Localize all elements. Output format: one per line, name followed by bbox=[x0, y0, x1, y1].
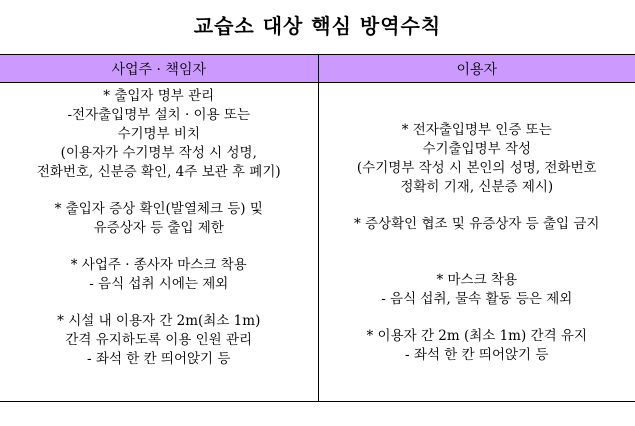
table-header-row bbox=[0, 55, 635, 83]
rule-line: - 좌석 한 칸 띄어앉기 등 bbox=[405, 347, 549, 363]
rule-line: 전화번호, 신분증 확인, 4주 보관 후 폐기) bbox=[36, 164, 281, 180]
rule-line: - 음식 섭취, 물속 활동 등은 제외 bbox=[381, 291, 573, 307]
rule-line: (이용자가 수기명부 작성 시 성명, bbox=[60, 145, 257, 161]
user-rules-cell bbox=[318, 83, 635, 402]
rule-line: -전자출입명부 설치 · 이용 또는 bbox=[67, 107, 250, 123]
rule-block bbox=[319, 327, 635, 365]
rule-line: - 음식 섭취 시에는 제외 bbox=[89, 276, 229, 292]
rule-line: 수기명부 비치 bbox=[117, 126, 201, 142]
rule-block bbox=[0, 200, 318, 238]
owner-rules-cell bbox=[0, 83, 318, 402]
rule-line: (수기명부 작성 시 본인의 성명, 전화번호 bbox=[356, 160, 597, 176]
rule-block bbox=[319, 215, 635, 234]
rule-block bbox=[0, 256, 318, 294]
rule-line: 정확히 기재, 신분증 제시) bbox=[400, 179, 554, 195]
rule-line: 유증상자 등 출입 제한 bbox=[93, 220, 224, 236]
page-title: 교습소 대상 핵심 방역수칙 bbox=[193, 14, 442, 38]
rule-line: * 시설 내 이용자 간 2m(최소 1m) bbox=[57, 313, 261, 329]
rule-line: * 전자출입명부 인증 또는 bbox=[401, 122, 552, 138]
rule-block bbox=[319, 121, 635, 197]
rule-line: * 마스크 착용 bbox=[436, 272, 518, 288]
rule-line: * 사업주 · 종사자 마스크 착용 bbox=[70, 257, 247, 273]
rule-line: * 이용자 간 2m (최소 1m) 간격 유지 bbox=[366, 328, 587, 344]
table-row bbox=[0, 83, 635, 402]
rule-line: * 증상확인 협조 및 유증상자 등 출입 금지 bbox=[354, 216, 600, 232]
rule-block bbox=[319, 271, 635, 309]
rule-line: * 출입자 증상 확인(발열체크 등) 및 bbox=[54, 201, 263, 217]
rule-line: 간격 유지하도록 이용 인원 관리 bbox=[65, 332, 253, 348]
rule-block bbox=[0, 87, 318, 182]
rule-line: * 출입자 명부 관리 bbox=[103, 88, 215, 104]
rules-table bbox=[0, 54, 635, 402]
header-owner: 사업주 · 책임자 bbox=[0, 55, 318, 83]
rule-line: - 좌석 한 칸 띄어앉기 등 bbox=[87, 351, 231, 367]
header-user: 이용자 bbox=[318, 55, 635, 83]
rule-line: 수기출입명부 작성 bbox=[422, 141, 532, 157]
rule-block bbox=[0, 312, 318, 369]
